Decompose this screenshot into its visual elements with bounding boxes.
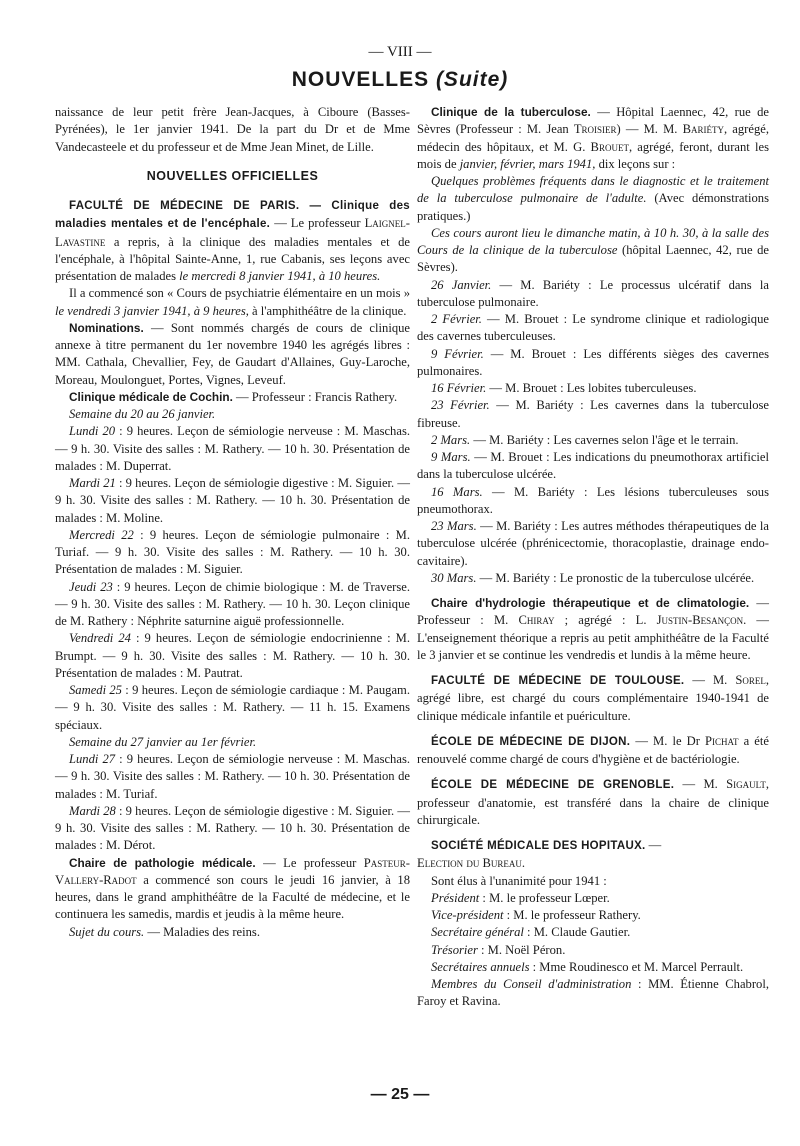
lesson-entry (417, 380, 769, 397)
day-entry (55, 475, 410, 527)
officer-entry (417, 942, 769, 959)
lesson-date: 2 Février. (431, 312, 482, 326)
lesson-date: 23 Février. (431, 398, 490, 413)
lesson-text: — M. Brouet : Les différents sièges des cavernes pulmonaires. (417, 346, 769, 378)
lesson-text: — M. Bariéty : Les cavernes dans la tuberculose fibreuse. (417, 398, 769, 430)
lesson-date: 9 Février. (431, 346, 484, 361)
text-span: ; agrégé : L. (554, 613, 657, 628)
officer-entry (417, 924, 769, 941)
birth-notice: naissance de leur petit frère Jean-Jacques, à Ciboure (Basses-Pyrénées), le 1er janvier 1941. De la part du Dr et de Mme Vandecasteele et du professeur et de Mme Jean Minet, de Lille. (55, 105, 410, 154)
lesson-entry (417, 311, 769, 346)
tuberculose-heading: Clinique de la tuberculose. (431, 105, 591, 119)
nominations-paragraph (55, 320, 410, 389)
day-label: Mardi 28 (69, 803, 116, 818)
day-label: Mercredi 22 (69, 527, 134, 542)
text-span: — M. (684, 673, 736, 687)
text-span: — Le professeur (255, 855, 364, 870)
lesson-entry (417, 277, 769, 312)
hydrologie-paragraph (417, 595, 769, 664)
day-text: : 9 heures. Leçon de sémiologie digestive : M. Siguier. — 9 h. 30. Visite des salles : M. Rathery. — 10 h. 30. Présentation de malades : M. Dérot. (55, 803, 410, 853)
page-number: — 25 — (370, 1086, 430, 1103)
tuberculose-lieu (417, 225, 769, 277)
lesson-entry (417, 449, 769, 484)
title-text: NOUVELLES (291, 68, 430, 91)
lesson-entry (417, 518, 769, 570)
text-span: — M. le Dr (630, 733, 706, 748)
lecturer-name: Brouet (590, 139, 629, 154)
day-entry (55, 751, 410, 803)
officer-entry (417, 959, 769, 976)
officer-role: Membres du Conseil d'administration (431, 977, 632, 991)
professor-name: Laignel-Lavastine (55, 216, 410, 249)
tuberculose-paragraph (417, 104, 769, 173)
lesson-entry (417, 432, 769, 449)
toulouse-heading: FACULTÉ DE MÉDECINE DE TOULOUSE. (431, 675, 685, 687)
lesson-entry (417, 346, 769, 381)
lesson-text: — M. Brouet : Les lobites tuberculeuses. (486, 381, 697, 395)
lesson-text: — M. Brouet : Le syndrome clinique et radiologique des cavernes tuberculeuses. (417, 312, 769, 344)
faculte-paris-paragraph (55, 197, 410, 285)
text-span: — M. (674, 777, 727, 792)
lesson-entry (417, 397, 769, 432)
lesson-date: 9 Mars. (431, 450, 471, 464)
lesson-date: 30 Mars. (431, 570, 477, 585)
text-span: — Maladies des reins. (144, 924, 260, 939)
cours-date: le vendredi 3 janvier 1941, à 9 heures, (55, 303, 249, 318)
right-column (417, 104, 769, 1011)
pathologie-heading: Chaire de pathologie médicale. (69, 855, 256, 870)
text-span: , agrégé, médecin des hôpitaux, et M. G. (417, 122, 769, 154)
day-label: Lundi 27 (69, 752, 116, 766)
day-label: Lundi 20 (69, 424, 116, 439)
section-title: NOUVELLES OFFICIELLES (146, 168, 319, 183)
officer-role: Trésorier (431, 942, 478, 957)
officer-role: Président (431, 890, 480, 905)
text-span: dix leçons sur : (595, 156, 676, 171)
day-label: Samedi 25 (69, 683, 122, 697)
sujet-label: Sujet du cours. (69, 924, 145, 939)
dijon-paragraph (417, 733, 769, 769)
sujet-paragraph (55, 924, 410, 941)
lesson-date: 2 Mars. (431, 432, 471, 447)
lesson-text: — M. Bariéty : Le pronostic de la tuberculose ulcérée. (476, 570, 755, 585)
months: janvier, février, mars 1941, (459, 156, 596, 171)
agrege-name: Justin-Besançon (656, 613, 744, 628)
day-label: Vendredi 24 (69, 631, 131, 646)
grenoble-paragraph (417, 776, 769, 829)
lesson-entry (417, 570, 769, 587)
day-text: : 9 heures. Leçon de sémiologie digestive : M. Siguier. — 9 h. 30. Visite des salles : M. Rathery. — 10 h. 30. Présentation de malades : M. Moline. (55, 476, 410, 525)
professor-name: Chiray (518, 613, 555, 628)
officer-entry (417, 976, 769, 1011)
course-location: Ces cours auront lieu le dimanche matin, à 10 h. 30, à la salle des Cours de la clinique de la tuberculose (417, 225, 769, 257)
week-1-heading (55, 406, 410, 423)
day-entry (55, 423, 410, 475)
text-span: . — L'enseignement théorique a repris au petit amphithéâtre de la Faculté le 3 janvier et se continue les vendredis et lundis à la même heure. (417, 613, 770, 662)
elus-line: Sont élus à l'unanimité pour 1941 : (431, 873, 607, 888)
text-span: — Professeur : M. (417, 596, 769, 628)
officer-role: Secrétaires annuels (431, 959, 530, 974)
day-entry (55, 630, 410, 682)
text-span: — Professeur : Francis Rathery. (232, 389, 398, 404)
text-span: (hôpital Laennec, 42, rue de Sèvres). (417, 243, 769, 275)
lecturer-name: Bariéty (682, 122, 724, 137)
text-span: — (645, 838, 662, 852)
text-span: a été renouvelé comme chargé de cours d'hygiène et de bactériologie. (417, 733, 769, 766)
officer-entry (417, 890, 769, 907)
text-span: ) — M. M. (616, 122, 683, 137)
lesson-entry (417, 484, 769, 519)
lesson-date: 23 Mars. (431, 519, 477, 533)
week-label: Semaine du 27 janvier au 1er février. (69, 734, 257, 749)
tuberculose-theme (417, 173, 769, 225)
faculte-paris-heading: FACULTÉ DE MÉDECINE DE PARIS. — Clinique des maladies mentales et de l'encéphale. (55, 200, 410, 231)
professor-name: Pasteur-Vallery-Radot (55, 855, 410, 887)
text-span: — Sont nommés chargés de cours de clinique annexe à titre permanent du 1er novembre 1940 les agrégés libres : MM. Cathala, Chevallier, Fey, de Gaudart d'Allaines, Guy-Laroche, Moreau, Moulonguet, Portes, Vignes, Leveuf. (55, 320, 410, 387)
lesson-text: — M. Bariéty : Les autres méthodes thérapeutiques de la tuberculose ulcérée (phrénicectomie, thoracoplastie, drainage endo-cavitaire). (417, 519, 769, 568)
text-span: a repris, à la clinique des maladies mentales et de l'encéphale, à l'hôpital Sainte-Anne, 1, rue Cabanis, ses leçons avec présentation de malades (55, 234, 410, 283)
text-span: Il a commencé son « Cours de psychiatrie élémentaire en un mois » (69, 286, 410, 301)
day-text: : 9 heures. Leçon de sémiologie pulmonaire : M. Turiaf. — 9 h. 30. Visite des salles : M. Rathery. — 10 h. 30. Présentation de malades : M. Siguier. (55, 527, 410, 577)
left-column (55, 104, 410, 941)
officer-name: : MM. Étienne Chabrol, Faroy et Ravina. (417, 977, 769, 1009)
day-label: Mardi 21 (69, 476, 116, 490)
officer-name: : M. le professeur Rathery. (503, 908, 641, 922)
title-suffix: (Suite) (435, 68, 509, 91)
nominations-heading: Nominations. (69, 320, 144, 335)
week-2-heading (55, 734, 410, 751)
day-label: Jeudi 23 (69, 579, 113, 594)
day-entry (55, 579, 410, 631)
page-roman-numeral: — VIII — (368, 44, 432, 60)
pathologie-paragraph (55, 855, 410, 924)
officer-name: : M. le professeur Lœper. (479, 890, 610, 905)
day-text: : 9 heures. Leçon de sémiologie nerveuse : M. Maschas. — 9 h. 30. Visite des salles : M. Rathery. — 10 h. 30. Présentation de malades : M. Duperrat. (55, 424, 410, 473)
officer-name: : M. Noël Péron. (477, 942, 566, 957)
person-name: Sigault (726, 777, 766, 792)
cours-paragraph (55, 285, 410, 320)
societe-paragraph (417, 837, 769, 855)
professor-name: Troisier (573, 122, 617, 137)
week-label: Semaine du 20 au 26 janvier. (69, 407, 216, 421)
hydrologie-heading: Chaire d'hydrologie thérapeutique et de climatologie. (431, 596, 750, 610)
societe-heading: SOCIÉTÉ MÉDICALE DES HOPITAUX. (431, 840, 646, 852)
grenoble-heading: ÉCOLE DE MÉDECINE DE GRENOBLE. (431, 779, 675, 792)
text-span: , agrégé, feront, durant les mois de (417, 139, 769, 171)
officer-name: : Mme Roudinesco et M. Marcel Perrault. (529, 959, 744, 974)
toulouse-paragraph (417, 672, 769, 725)
officer-name: : M. Claude Gautier. (523, 925, 631, 940)
text-span: — Hôpital Laennec, 42, rue de Sèvres (Professeur : M. Jean (417, 105, 769, 137)
lesson-date: 26 Janvier. (431, 277, 492, 292)
officer-role: Secrétaire général (431, 925, 524, 940)
text-span: (Avec démonstrations pratiques.) (417, 191, 769, 223)
lesson-date: 16 Février. (431, 381, 487, 395)
text-span: , professeur d'anatomie, est transféré dans la chaire de clinique chirurgicale. (417, 777, 769, 827)
person-name: Pichat (705, 733, 739, 748)
lesson-text: — M. Bariéty : Les lésions tuberculeuses sous pneumothorax. (417, 484, 769, 516)
lesson-text: — M. Brouet : Les indications du pneumothorax artificiel dans la tuberculose ulcérée. (417, 450, 769, 482)
day-text: : 9 heures. Leçon de sémiologie nerveuse : M. Maschas. — 9 h. 30. Visite des salles : M. Rathery. — 10 h. 30. Présentation de malades : M. Turiaf. (55, 752, 410, 801)
lesson-date: 16 Mars. (431, 484, 483, 499)
lesson-date: le mercredi 8 janvier 1941, à 10 heures. (179, 269, 381, 283)
text-span: a commencé son cours le jeudi 16 janvier, à 18 heures, dans le grand amphithéâtre de la Faculté de médecine, et le continuera les samedis, mardis et jeudis à la même heure. (55, 872, 410, 922)
day-entry (55, 803, 410, 855)
day-entry (55, 527, 410, 579)
person-name: Sorel (735, 673, 766, 687)
officer-entry (417, 907, 769, 924)
text-span: à l'amphithéâtre de la clinique. (248, 303, 407, 318)
page-title (0, 68, 800, 92)
course-theme: Quelques problèmes fréquents dans le diagnostic et le traitement de la tuberculose pulmonaire de l'adulte. (417, 174, 769, 206)
cochin-heading: Clinique médicale de Cochin. (69, 389, 233, 404)
day-text: : 9 heures. Leçon de sémiologie cardiaque : M. Paugam. — 9 h. 30. Visite des salles : M. Rathery. — 11 h. 15. Examens spéciaux. (55, 683, 410, 732)
cochin-paragraph (55, 389, 410, 406)
day-text: : 9 heures. Leçon de sémiologie endocrinienne : M. Brumpt. — 9 h. 30. Visite des salles : M. Rathery. — 10 h. 30. Présentation de malades : M. Pautrat. (55, 631, 410, 680)
dijon-heading: ÉCOLE DE MÉDECINE DE DIJON. (431, 735, 631, 748)
lesson-text: — M. Bariéty : Le processus ulcératif dans la tuberculose pulmonaire. (417, 277, 769, 309)
election-label: Election du Bureau. (417, 856, 526, 871)
text-span: — Le professeur (270, 216, 365, 231)
day-text: : 9 heures. Leçon de chimie biologique : M. de Traverse. — 9 h. 30. Visite des salles : M. Rathery. — 10 h. 30. Leçon clinique de M. Rathery : Néphrite saturnine aiguë professionnelle. (55, 579, 411, 628)
day-entry (55, 682, 410, 734)
text-span: , agrégé libre, est chargé du cours complémentaire 1940-1941 de clinique médicale infantile et puériculture. (417, 673, 769, 723)
lesson-text: — M. Bariéty : Les cavernes selon l'âge et le terrain. (470, 432, 739, 447)
officer-role: Vice-président (431, 908, 504, 922)
election-heading (417, 855, 769, 872)
